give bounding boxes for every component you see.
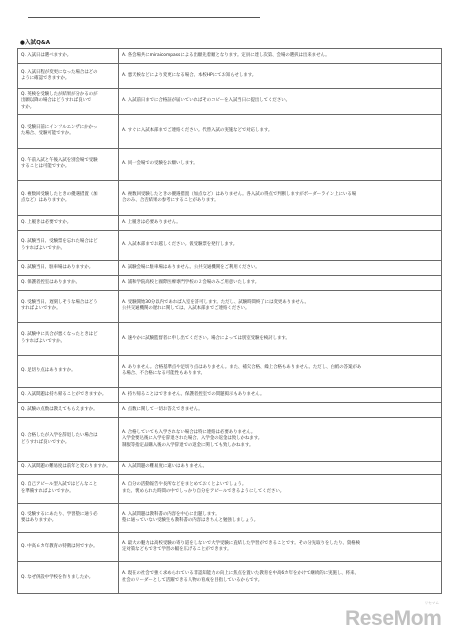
question-cell <box>18 181 119 216</box>
answer-cell <box>119 418 442 461</box>
answer-cell <box>119 261 442 276</box>
answer-text: A. 最大の魅力は高校受験の寄り道をしないで大学受験に直結した学習ができることです。その分先取りをしたり、資格検 <box>122 540 361 546</box>
question-cell <box>18 49 119 64</box>
logo-subtitle: リセマム <box>424 601 439 605</box>
question-cell <box>18 323 119 356</box>
answer-text: A. 入試問題の難易度に違いはありません。 <box>122 464 208 470</box>
resemom-logo <box>345 601 441 631</box>
answer-text: A. 速やかに試験監督者に申し出てください。場合によっては別室受験を検討します。 <box>122 335 290 341</box>
answer-text: A. 入試前日までに合格証が届いていればそのコピーを入試当日に提出してください。 <box>122 98 290 104</box>
question-text: Q. 試験当日、駐車場はありますか。 <box>21 265 94 271</box>
answer-text: 定対策などもできて学習の幅を広げることができます。 <box>122 547 232 553</box>
question-cell <box>18 461 119 474</box>
question-text: どうすれば良いですか。 <box>21 439 70 445</box>
answer-cell <box>119 388 442 403</box>
answer-text: A. 合格していても入学されない場合は特に連絡は必要ありません。 <box>122 429 256 435</box>
question-text: Q. 受験当日、遅刻しそうな場合はどう <box>21 299 98 305</box>
qa-row <box>18 181 442 216</box>
question-text: Q. 合格したが入学を辞退したい場合は <box>21 433 98 439</box>
question-text: Q. 受験するにあたり、学習塾に通う必 <box>21 511 98 517</box>
qa-row <box>18 49 442 64</box>
question-cell <box>18 115 119 149</box>
answer-cell <box>119 355 442 388</box>
question-text: ように確認できますか。 <box>21 76 70 82</box>
answer-cell <box>119 503 442 532</box>
question-cell <box>18 276 119 290</box>
answer-text: A. 受験開始30分以内であれば入室を許可します。ただし、試験時間終了には変更ありません。 <box>122 299 309 305</box>
answer-cell <box>119 148 442 181</box>
qa-row <box>18 323 442 356</box>
qa-row <box>18 115 442 149</box>
qa-row <box>18 215 442 230</box>
question-cell <box>18 230 119 260</box>
answer-text: 公共交通機関の遅れに関しては、入試本部までご連絡ください。 <box>122 306 250 312</box>
question-text: た場合、受験可能ですか。 <box>21 131 74 137</box>
question-cell <box>18 261 119 276</box>
question-cell <box>18 290 119 323</box>
answer-text: A. すぐに入試本部までご連絡ください。代替入試の実施などで対応します。 <box>122 128 273 134</box>
answer-text: 塾に通っていない受験生も教科書の内容はきちんと勉強しましょう。 <box>122 518 259 524</box>
answer-cell <box>119 49 442 64</box>
question-text: Q. 試験の点数は教えてもらえますか。 <box>21 407 98 413</box>
qa-row <box>18 403 442 418</box>
top-rule <box>28 17 260 18</box>
question-text: Q. 入試日程が変更になった場合はどの <box>21 69 98 75</box>
answer-cell <box>119 115 442 149</box>
logo-wordmark: ReseMom <box>345 607 442 630</box>
question-cell <box>18 215 119 230</box>
question-text: 要はありますか。 <box>21 518 57 524</box>
answer-text: A. 点数に関して一切お答えできません。 <box>122 407 203 413</box>
answer-cell <box>119 181 442 216</box>
answer-cell <box>119 230 442 260</box>
answer-text: A. 上履きは必要ありません。 <box>122 219 181 225</box>
question-text: すか。 <box>21 104 35 110</box>
answer-cell <box>119 276 442 290</box>
qa-row <box>18 89 442 115</box>
answer-cell <box>119 89 442 115</box>
qa-row <box>18 290 442 323</box>
answer-text: A. 持ち帰ることはできません。保護者控室での問題掲示もありません。 <box>122 391 265 397</box>
question-text: Q. 入試日は選べますか。 <box>21 52 72 58</box>
question-cell <box>18 474 119 503</box>
question-text: Q. 試験中に具合が悪くなったときはど <box>21 332 98 338</box>
answer-text: また、褒められた時間の中でしっかり自分をアピールできるようにしてください。 <box>122 488 285 494</box>
question-cell <box>18 403 119 418</box>
answer-text: A. 試験会場に駐車場はありません。公共交通機関をご利用ください。 <box>122 265 260 271</box>
section-title: ●入試Q&A <box>20 40 51 46</box>
answer-text: A. ありません。合格基準点や足切り点はありません。また、補欠合格、繰上合格もありません。ただし、白紙の答案があ <box>122 364 362 370</box>
qa-row <box>18 562 442 594</box>
qa-row <box>18 474 442 503</box>
question-text: Q. 保護者控室はありますか。 <box>21 279 80 285</box>
answer-text: A. 同一会場での受験をお願いします。 <box>122 161 198 167</box>
question-cell <box>18 418 119 461</box>
question-text: 出願以降の場合はどうすれば良いで <box>21 98 92 104</box>
answer-text: 合のみ、合否結果の参考にすることがあります。 <box>122 197 219 203</box>
question-text: うすればよいですか。 <box>21 245 65 251</box>
question-text: うすればよいですか。 <box>21 338 65 344</box>
qa-row <box>18 230 442 260</box>
question-text: Q. 足切り点はありますか。 <box>21 368 76 374</box>
answer-text: A. 自分の活動報告や長所などをまとめておくとよいでしょう。 <box>122 482 247 488</box>
qa-table <box>17 48 442 594</box>
qa-row <box>18 261 442 276</box>
answer-cell <box>119 323 442 356</box>
answer-text: A. 浦和学院高校と國際医療専門学校の２会場のみご用意いたします。 <box>122 279 260 285</box>
qa-row <box>18 355 442 388</box>
answer-text: 社会のリーダーとして活躍できる人物の育成を目指しているからです。 <box>122 577 263 583</box>
answer-text: A. 入試問題は教科書の内容を中心に出題します。 <box>122 511 220 517</box>
answer-cell <box>119 64 442 89</box>
answer-text: A. 複数回受験したときの優遇措置（加点など）はありません。各入試の得点で判断しますがボーダーライン上にいる場 <box>122 191 357 197</box>
answer-text: A. 現在の社会で強く求められている非認知能力の向上に焦点を置いた教育を中高6カ年をかけて継続的に実施し、将来、 <box>122 571 359 577</box>
question-text: Q. 複数回受験したときの優遇措置（加 <box>21 191 98 197</box>
qa-row <box>18 503 442 532</box>
answer-cell <box>119 215 442 230</box>
answer-text: A. 入試本部までお越しください。仮受験票を発行します。 <box>122 242 238 248</box>
question-text: Q. 入試問題の難易度は前年と変わりますか。 <box>21 464 111 470</box>
question-text: Q. 受験日前にインフルエンザにかかっ <box>21 124 98 130</box>
question-text: Q. 試験当日、受験票を忘れた場合はど <box>21 239 98 245</box>
question-text: Q. 上履きは必要ですか。 <box>21 219 72 225</box>
question-cell <box>18 503 119 532</box>
question-text: Q. なぜ併設中学校を作りましたか。 <box>21 574 94 580</box>
question-cell <box>18 148 119 181</box>
question-text: を準備すればよいですか。 <box>21 488 74 494</box>
question-cell <box>18 355 119 388</box>
question-cell <box>18 562 119 594</box>
question-text: Q. 英検を受験したが結果が分かるのが <box>21 91 98 97</box>
qa-row <box>18 388 442 403</box>
answer-cell <box>119 533 442 562</box>
qa-row <box>18 533 442 562</box>
qa-row <box>18 461 442 474</box>
question-text: Q. 午前入試と午後入試を別会場で受験 <box>21 157 98 163</box>
question-cell <box>18 388 119 403</box>
question-cell <box>18 533 119 562</box>
question-text: 点など）はありますか。 <box>21 197 70 203</box>
question-text: Q. 入試問題は持ち帰ることができますか。 <box>21 391 107 397</box>
question-text: Q. 中高６カ年教育の特徴は何ですか。 <box>21 544 98 550</box>
qa-row <box>18 148 442 181</box>
question-text: Q. 自己アピール型入試ではどんなこと <box>21 482 98 488</box>
answer-cell <box>119 403 442 418</box>
answer-text: A. 悪天候などにより変更になる場合、本校HPにてお知らせします。 <box>122 72 257 78</box>
answer-cell <box>119 290 442 323</box>
question-cell <box>18 64 119 89</box>
question-text: すればよいですか。 <box>21 306 61 312</box>
answer-text: 制服等指定品購入後の入学辞退での返金に関しても致しかねます。 <box>122 442 254 448</box>
answer-cell <box>119 562 442 594</box>
qa-row <box>18 418 442 461</box>
answer-cell <box>119 474 442 503</box>
answer-text: A. 各会場共にmiraicompassによる出願先着順となります。定員に達し次第、会場の選択は出来ません。 <box>122 52 330 58</box>
question-cell <box>18 89 119 115</box>
answer-cell <box>119 461 442 474</box>
answer-text: る場合、不合格になる可能性もあります。 <box>122 371 206 377</box>
qa-row <box>18 64 442 89</box>
answer-text: 入学金要込後に入学を辞退された場合、入学金の返金は致しかねます。 <box>122 436 263 442</box>
question-text: することは可能ですか。 <box>21 164 70 170</box>
qa-row <box>18 276 442 290</box>
